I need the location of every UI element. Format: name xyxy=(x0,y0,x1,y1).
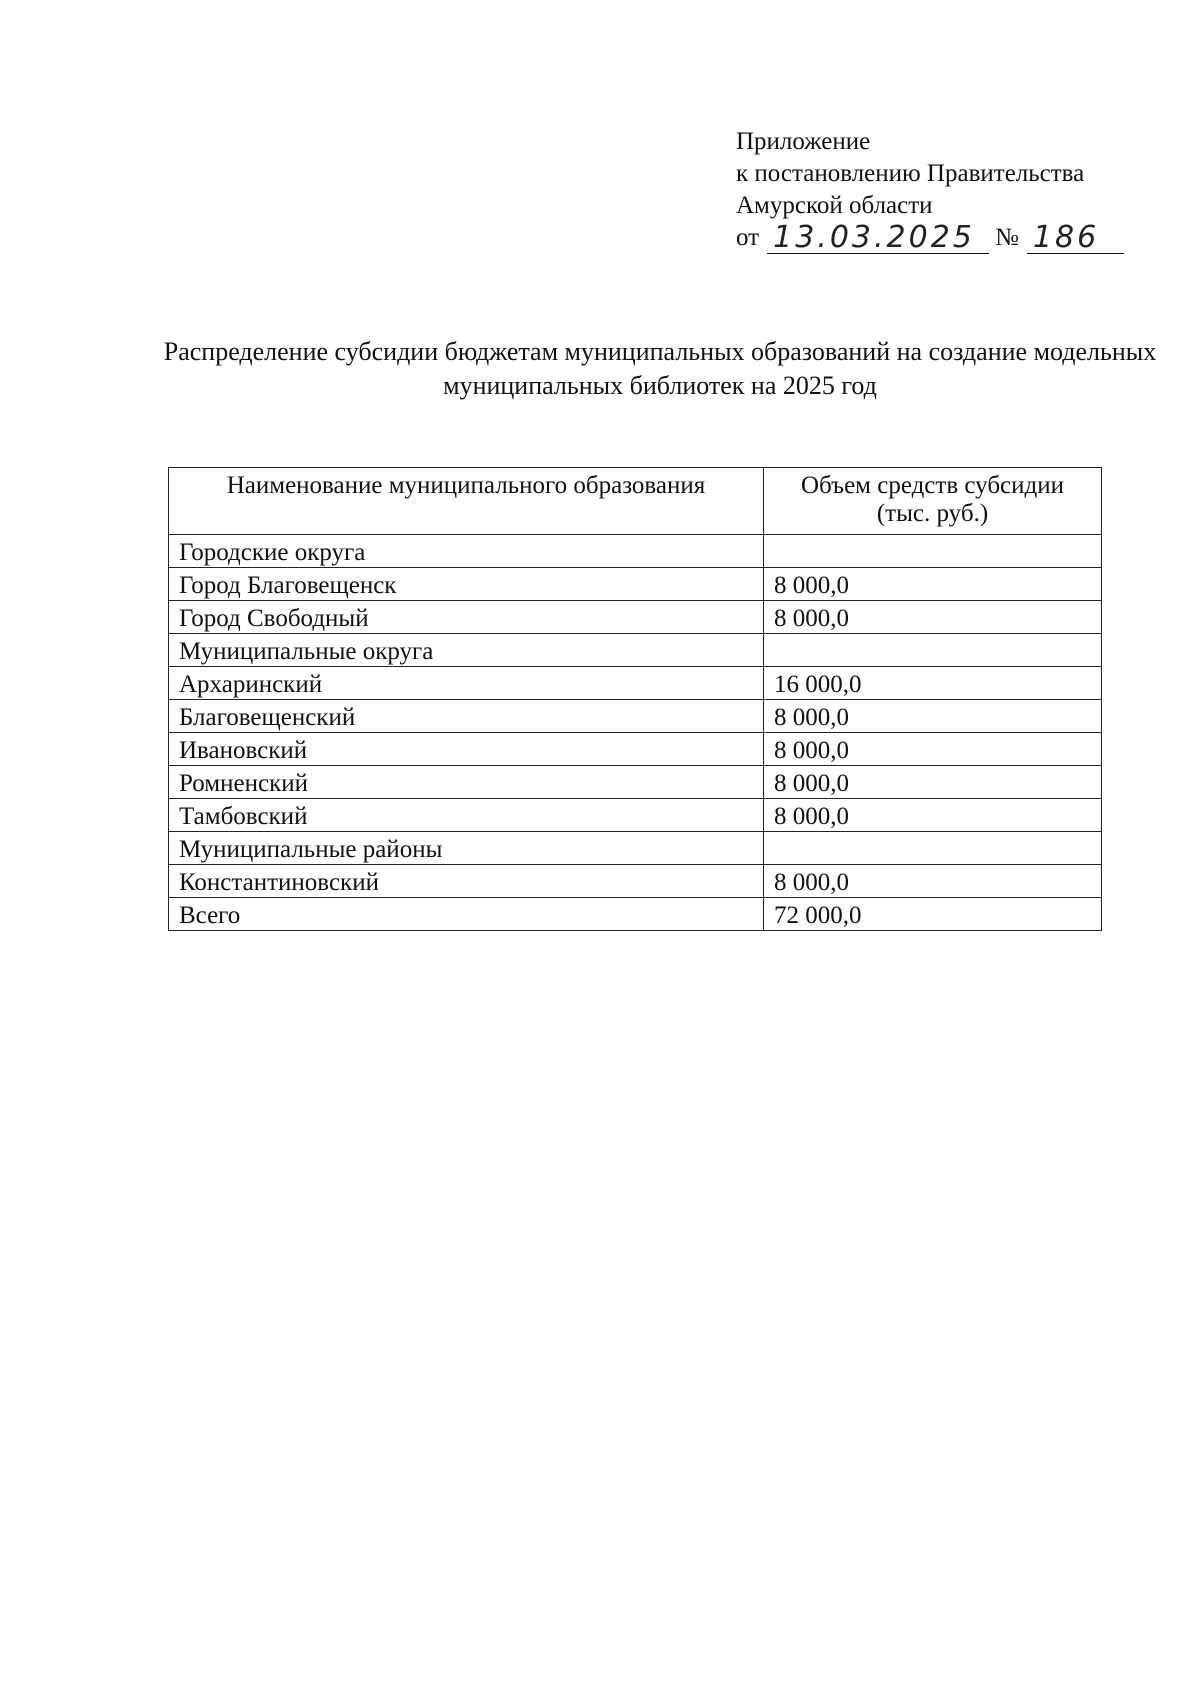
row-amount: 16 000,0 xyxy=(764,667,1102,700)
row-name: Город Благовещенск xyxy=(169,568,764,601)
row-name: Муниципальные округа xyxy=(169,634,764,667)
table-row xyxy=(169,865,1102,898)
row-amount: 8 000,0 xyxy=(764,601,1102,634)
subsidy-table xyxy=(168,467,1102,931)
header-amount: Объем средств субсидии (тыс. руб.) xyxy=(764,468,1102,535)
document-title: Распределение субсидии бюджетам муниципальных образований на создание модельных муниципальных библиотек на 2025 год xyxy=(163,337,1157,400)
header-name: Наименование муниципального образования xyxy=(169,468,764,535)
row-name: Муниципальные районы xyxy=(169,832,764,865)
table-row xyxy=(169,799,1102,832)
row-name: Ромненский xyxy=(169,766,764,799)
appendix-label: Приложение xyxy=(736,128,871,155)
table-row xyxy=(169,667,1102,700)
table-row xyxy=(169,568,1102,601)
row-amount xyxy=(764,634,1102,667)
table-row xyxy=(169,634,1102,667)
row-amount: 8 000,0 xyxy=(764,799,1102,832)
row-name: Всего xyxy=(169,898,764,931)
handwritten-number: 186 xyxy=(1027,223,1124,254)
row-amount: 8 000,0 xyxy=(764,766,1102,799)
row-amount: 8 000,0 xyxy=(764,568,1102,601)
table-row xyxy=(169,766,1102,799)
table-row xyxy=(169,832,1102,865)
row-amount: 72 000,0 xyxy=(764,898,1102,931)
table-row xyxy=(169,733,1102,766)
row-amount xyxy=(764,535,1102,568)
table-row-total xyxy=(169,898,1102,931)
row-amount: 8 000,0 xyxy=(764,865,1102,898)
table-row xyxy=(169,700,1102,733)
row-name: Город Свободный xyxy=(169,601,764,634)
row-name: Благовещенский xyxy=(169,700,764,733)
row-name: Архаринский xyxy=(169,667,764,700)
row-amount: 8 000,0 xyxy=(764,733,1102,766)
appendix-date-number-line xyxy=(736,222,1124,254)
from-label: от xyxy=(736,224,760,251)
appendix-region-line: Амурской области xyxy=(736,192,933,219)
table-header-row xyxy=(169,468,1102,535)
row-name: Городские округа xyxy=(169,535,764,568)
row-name: Ивановский xyxy=(169,733,764,766)
row-amount xyxy=(764,832,1102,865)
row-name: Константиновский xyxy=(169,865,764,898)
appendix-block xyxy=(736,126,1124,254)
handwritten-date: 13.03.2025 xyxy=(767,223,989,254)
table-row xyxy=(169,601,1102,634)
row-name: Тамбовский xyxy=(169,799,764,832)
table-row xyxy=(169,535,1102,568)
row-amount: 8 000,0 xyxy=(764,700,1102,733)
appendix-resolution-line: к постановлению Правительства xyxy=(736,160,1085,187)
number-label: № xyxy=(995,224,1019,251)
